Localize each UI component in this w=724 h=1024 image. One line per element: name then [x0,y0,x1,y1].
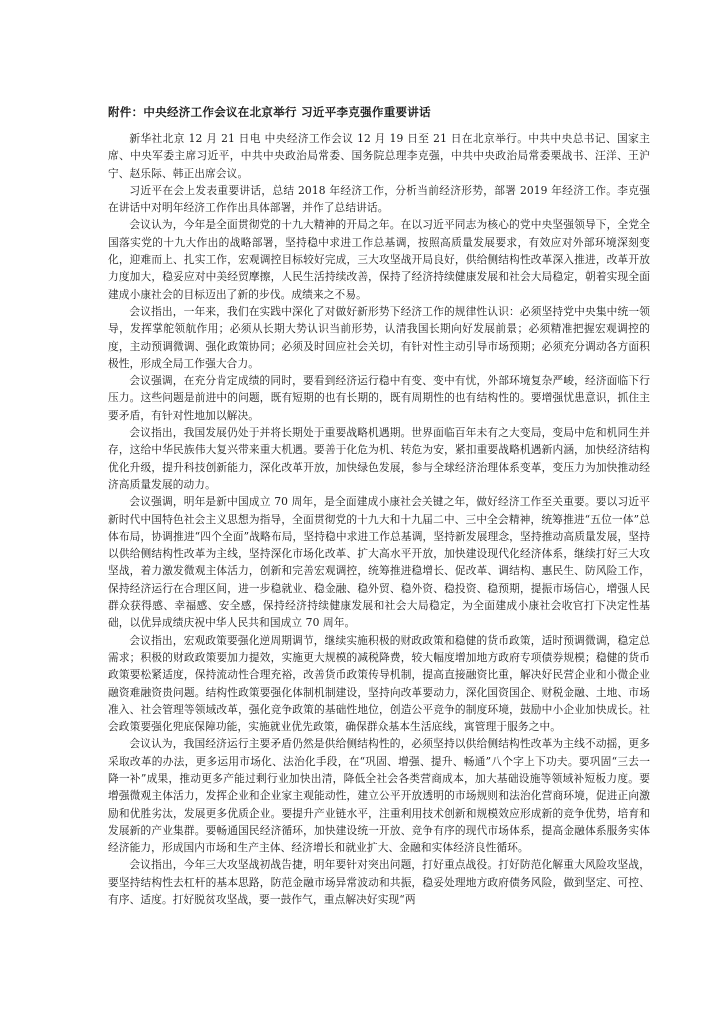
paragraph-2: 习近平在会上发表重要讲话，总结 2018 年经济工作，分析当前经济形势，部署 2019 年经济工作。李克强在讲话中对明年经济工作作出具体部署，并作了总结讲话。 [108,183,650,215]
paragraph-8: 会议指出，宏观政策要强化逆周期调节，继续实施积极的财政政策和稳健的货币政策，适时预调微调，稳定总需求；积极的财政政策要加力提效，实施更大规模的减税降费，较大幅度增加地方政府专项债券规模；稳健的货币政策要松紧适度，保持流动性合理充裕，改善货币政策传导机制，提高直接融资比重，解决好民营企业和小微企业融资难融资贵问题。结构性政策要强化体制机制建设，坚持向改革要动力，深化国资国企、财税金融、土地、市场准入、社会管理等领域改革，强化竞争政策的基础性地位，创造公平竞争的制度环境，鼓励中小企业加快成长。社会政策要强化兜底保障功能，实施就业优先政策，确保群众基本生活底线，寓管理于服务之中。 [108,633,650,734]
document-title: 附件：中央经济工作会议在北京举行 习近平李克强作重要讲话 [108,105,431,119]
paragraph-6: 会议指出，我国发展仍处于并将长期处于重要战略机遇期。世界面临百年未有之大变局，变局中危和机同生并存，这给中华民族伟大复兴带来重大机遇。要善于化危为机、转危为安，紧扣重要战略机遇新内涵，加快经济结构优化升级，提升科技创新能力，深化改革开放，加快绿色发展，参与全球经济治理体系变革，变压力为加快推动经济高质量发展的动力。 [108,426,650,491]
paragraph-3: 会议认为，今年是全面贯彻党的十九大精神的开局之年。在以习近平同志为核心的党中央坚强领导下，全党全国落实党的十九大作出的战略部署，坚持稳中求进工作总基调，按照高质量发展要求，有效应对外部环境深刻变化，迎难而上、扎实工作，宏观调控目标较好完成，三大攻坚战开局良好，供给侧结构性改革深入推进，改革开放力度加大，稳妥应对中美经贸摩擦，人民生活持续改善，保持了经济持续健康发展和社会大局稳定，朝着实现全面建成小康社会的目标迈出了新的步伐。成绩来之不易。 [108,218,650,301]
document-page [108,104,650,908]
paragraph-7: 会议强调，明年是新中国成立 70 周年，是全面建成小康社会关键之年，做好经济工作至关重要。要以习近平新时代中国特色社会主义思想为指导，全面贯彻党的十九大和十九届二中、三中全会精神，统筹推进“五位一体”总体布局，协调推进“四个全面”战略布局，坚持稳中求进工作总基调，坚持新发展理念，坚持推动高质量发展，坚持以供给侧结构性改革为主线，坚持深化市场化改革、扩大高水平开放，加快建设现代化经济体系，继续打好三大攻坚战，着力激发微观主体活力，创新和完善宏观调控，统筹推进稳增长、促改革、调结构、惠民生、防风险工作，保持经济运行在合理区间，进一步稳就业、稳金融、稳外贸、稳外资、稳投资、稳预期，提振市场信心，增强人民群众获得感、幸福感、安全感，保持经济持续健康发展和社会大局稳定，为全面建成小康社会收官打下决定性基础，以优异成绩庆祝中华人民共和国成立 70 周年。 [108,495,650,630]
paragraph-4: 会议指出，一年来，我们在实践中深化了对做好新形势下经济工作的规律性认识：必须坚持党中央集中统一领导，发挥掌舵领航作用；必须从长期大势认识当前形势，认清我国长期向好发展前景；必须精准把握宏观调控的度，主动预调微调、强化政策协同；必须及时回应社会关切，有针对性主动引导市场预期；必须充分调动各方面积极性，形成全局工作强大合力。 [108,304,650,370]
paragraph-5: 会议强调，在充分肯定成绩的同时，要看到经济运行稳中有变、变中有忧，外部环境复杂严峻，经济面临下行压力。这些问题是前进中的问题，既有短期的也有长期的，既有周期性的也有结构性的。要增强忧患意识，抓住主要矛盾，有针对性地加以解决。 [108,374,650,422]
paragraph-1: 新华社北京 12 月 21 日电 中央经济工作会议 12 月 19 日至 21 日在北京举行。中共中央总书记、国家主席、中央军委主席习近平，中共中央政治局常委、国务院总理李克强，中共中央政治局常委栗战书、汪洋、王沪宁、赵乐际、韩正出席会议。 [108,132,650,180]
paragraph-10: 会议指出，今年三大攻坚战初战告捷，明年要针对突出问题，打好重点战役。打好防范化解重大风险攻坚战，要坚持结构性去杠杆的基本思路，防范金融市场异常波动和共振，稳妥处理地方政府债务风险，做到坚定、可控、有序、适度。打好脱贫攻坚战，要一鼓作气，重点解决好实现“两 [108,858,650,907]
paragraph-9: 会议认为，我国经济运行主要矛盾仍然是供给侧结构性的，必须坚持以供给侧结构性改革为主线不动摇，更多采取改革的办法，更多运用市场化、法治化手段，在“巩固、增强、提升、畅通”八个字上下功夫。要巩固“三去一降一补”成果，推动更多产能过剩行业加快出清，降低全社会各类营商成本，加大基础设施等领域补短板力度。要增强微观主体活力，发挥企业和企业家主观能动性，建立公平开放透明的市场规则和法治化营商环境，促进正向激励和优胜劣汰，发展更多优质企业。要提升产业链水平，注重利用技术创新和规模效应形成新的竞争优势，培育和发展新的产业集群。要畅通国民经济循环，加快建设统一开放、竞争有序的现代市场体系，提高金融体系服务实体经济能力，形成国内市场和生产主体、经济增长和就业扩大、金融和实体经济良性循环。 [108,737,650,855]
